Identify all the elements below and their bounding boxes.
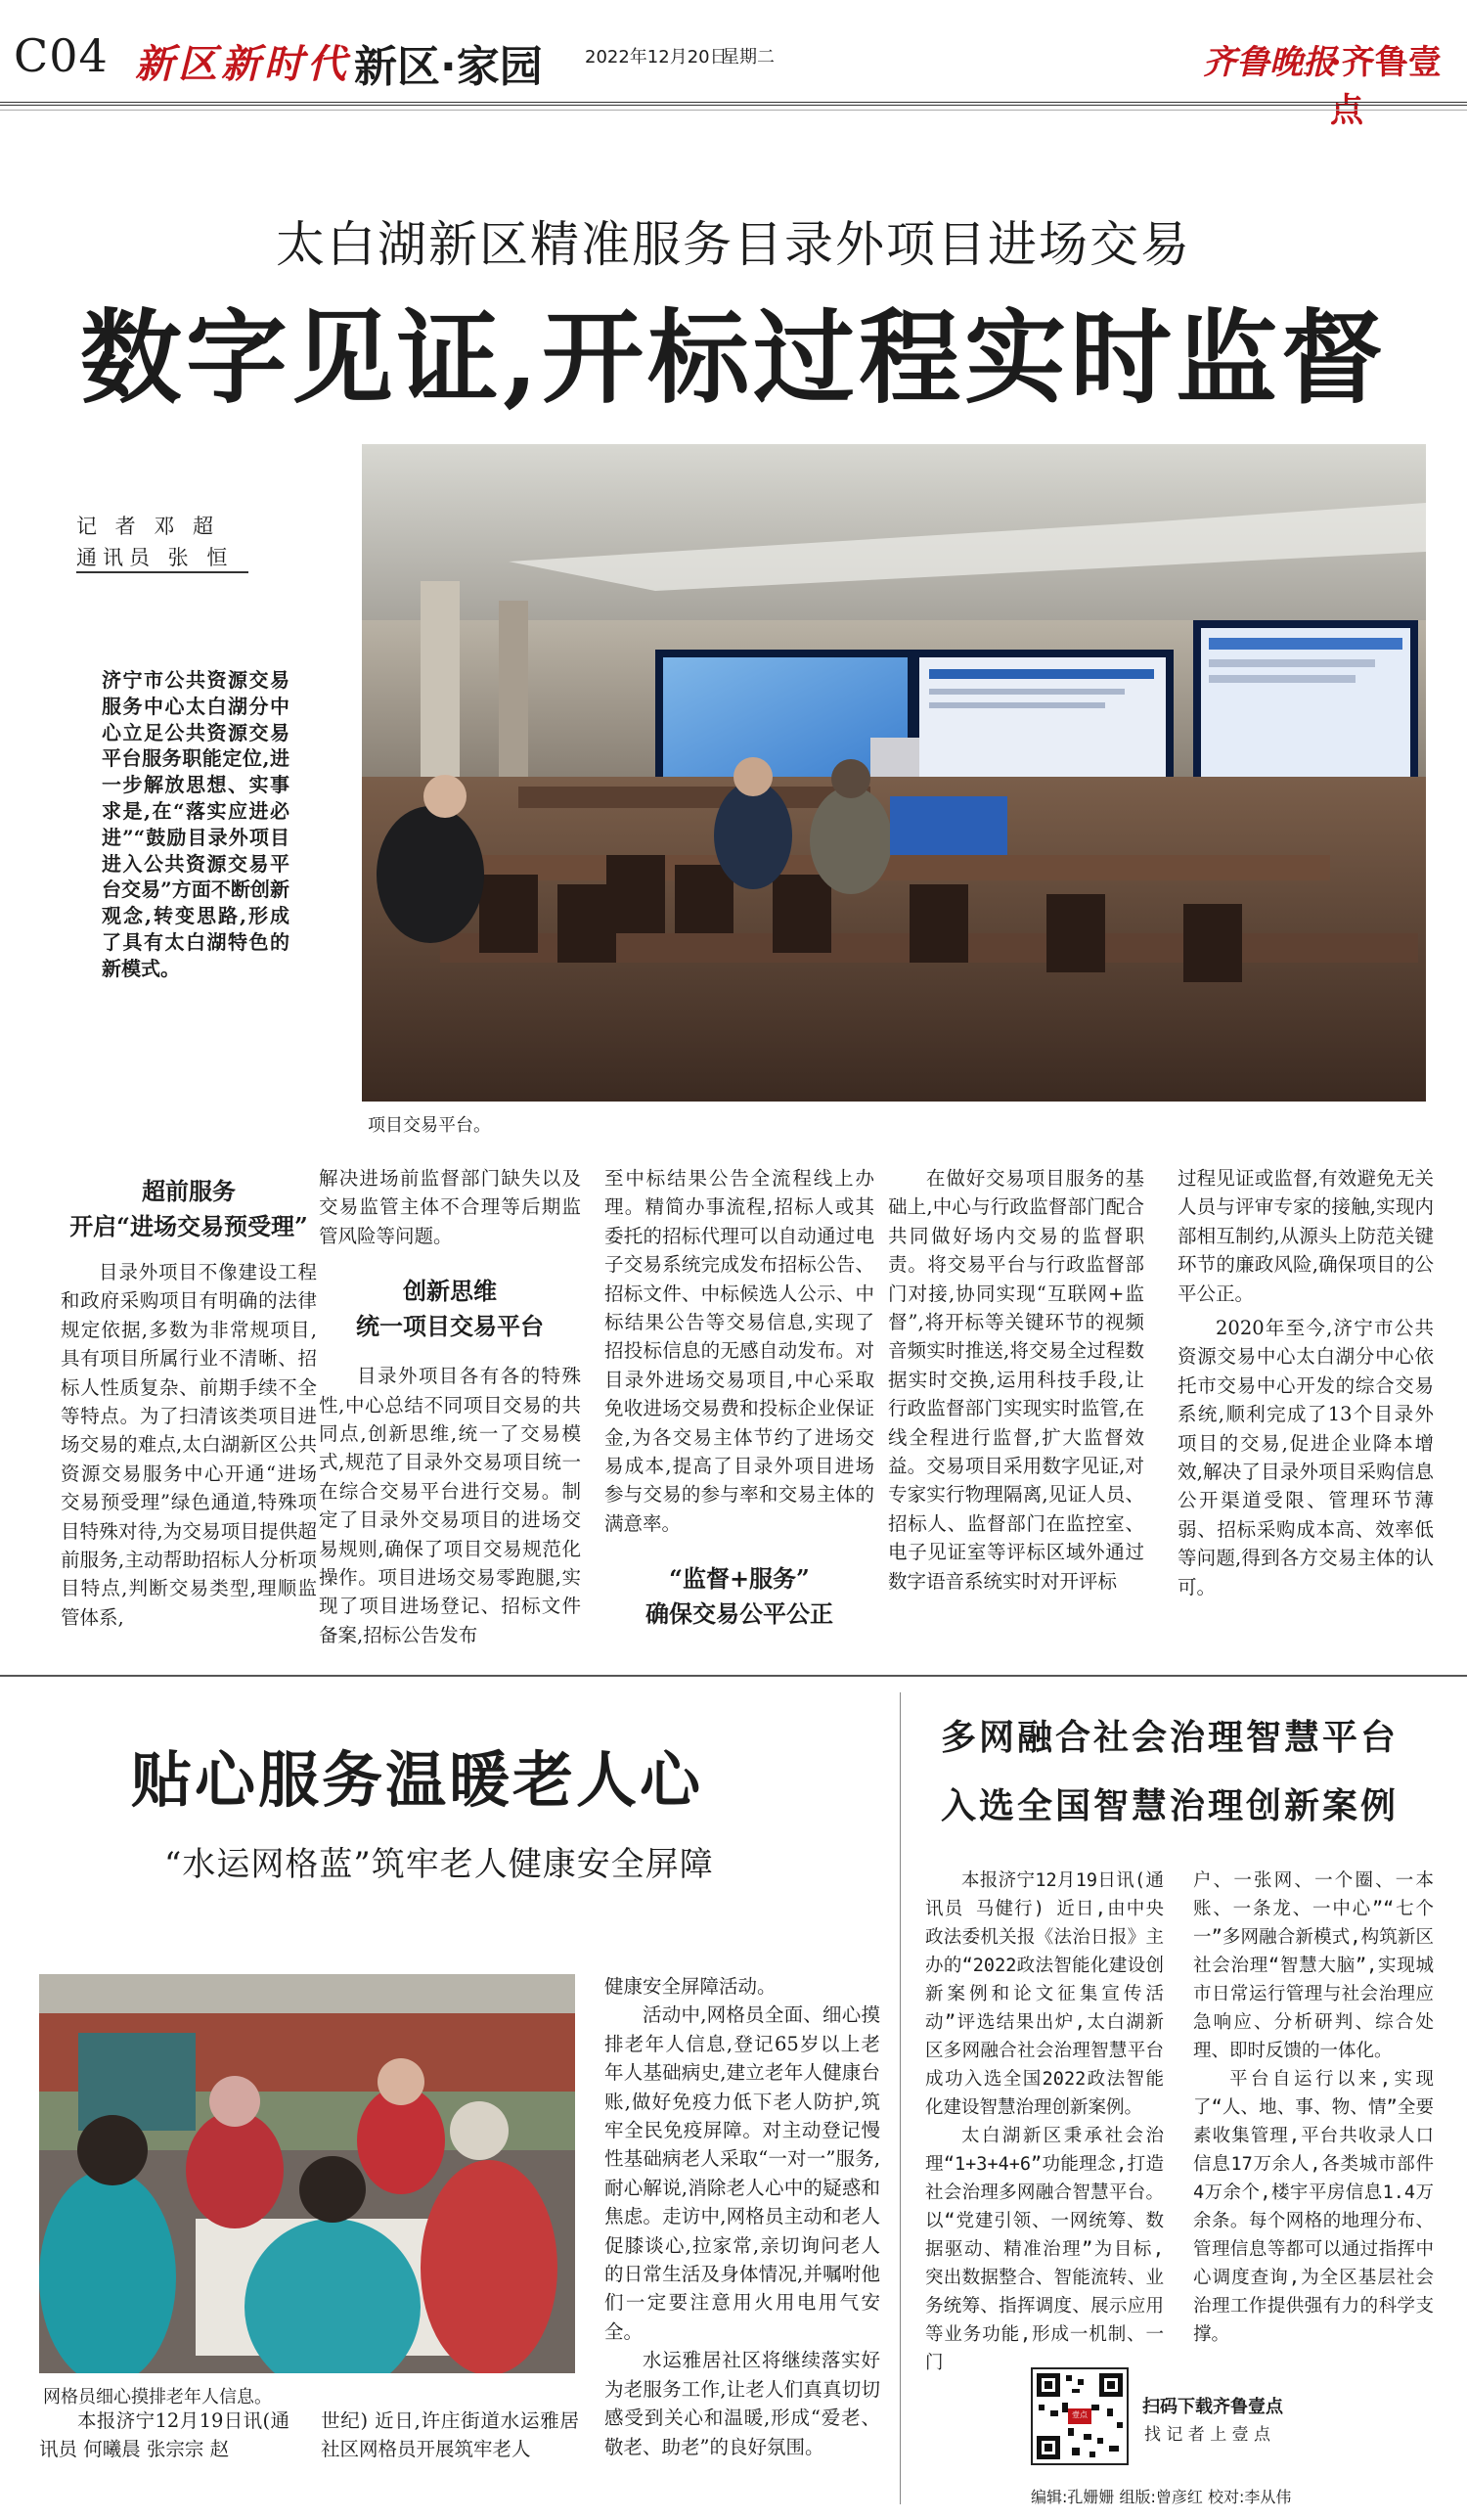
article1-kicker: 太白湖新区精准服务目录外项目进场交易	[276, 216, 1191, 273]
paper-name: 新区新时代	[135, 41, 350, 87]
page-number: C04	[14, 29, 109, 82]
article2-paragraph-1: 活动中,网格员全面、细心摸排老年人信息,登记65岁以上老年人基础病史,建立老年人健康台账,做好免疫力低下老人防护,筑牢全民免疫屏障。对主动登记慢性基础病老人采取“一对一”服务,耐心解说,消除老人心中的疑惑和焦虑。走访中,网格员主动和老人促膝谈心,拉家常,亲切询问老人的日常生活及身体情况,并嘱咐他们一定要注意用火用电用气安全。	[604, 2003, 880, 2343]
trading-platform-photo	[362, 444, 1426, 1102]
issue-weekday: 星期二	[722, 47, 775, 68]
section3-title-line1: “监督+服务”	[669, 1564, 810, 1594]
article2-dateline-text: 本报济宁12月19日讯(通讯员 何曦晨 张宗宗 赵	[39, 2409, 289, 2461]
masthead-rule	[0, 102, 1467, 106]
scan-download-text: 扫码下载齐鲁壹点	[1142, 2397, 1283, 2417]
article2-dateline	[39, 2407, 289, 2464]
byline-correspondent: 通讯员 张 恒	[76, 546, 234, 569]
section2-title-line2: 统一项目交易平台	[356, 1312, 544, 1341]
qr-center-label: 壹点	[1072, 2410, 1088, 2419]
section-name: 新区·家园	[354, 42, 543, 92]
section1-body	[61, 1258, 317, 1632]
article3-column2	[1193, 1867, 1434, 2349]
article2-title: 贴心服务温暖老人心	[131, 1744, 704, 1816]
article2-subtitle: “水运网格蓝”筑牢老人健康安全屏障	[164, 1845, 714, 1884]
article2-body	[604, 1972, 880, 2461]
article3-column1	[925, 1867, 1164, 2377]
section2-column-cont	[604, 1164, 874, 1632]
article3-title-line1: 多网融合社会治理智慧平台	[941, 1717, 1400, 1758]
article2-dateline-continuation: 世纪) 近日,许庄街道水运雅居社区网格员开展筑牢老人	[321, 2409, 579, 2461]
section2-title-line1: 创新思维	[403, 1277, 497, 1306]
byline-rule	[76, 571, 248, 573]
article2-body-continuation: 健康安全屏障活动。	[604, 1975, 777, 1998]
section2-paragraph: 目录外项目各有各的特殊性,中心总结不同项目交易的共同点,创新思维,统一了交易模式,规范了目录外交易项目统一在综合交易平台进行交易。制定了目录外交易项目的进场交易规则,确保了项目交易规范化操作。项目进场交易零跑腿,实现了项目进场登记、招标文件备案,招标公告发布	[319, 1365, 581, 1646]
column-divider	[900, 1692, 901, 2504]
section1-title-line2: 开启“进场交易预受理”	[69, 1212, 308, 1240]
section3-column	[888, 1164, 1144, 1596]
article1-lead: 济宁市公共资源交易服务中心太白湖分中心立足公共资源交易平台服务职能定位,进一步解放思想、实事求是,在“落实应进必进”“鼓励目录外项目进入公共资源交易平台交易”方面不断创新观念,转变思路,形成了具有太白湖特色的新模式。	[102, 668, 289, 980]
article-divider	[0, 1675, 1467, 1677]
closing-paragraph: 2020年至今,济宁市公共资源交易中心太白湖分中心依托市交易中心开发的综合交易系统,顺利完成了13个目录外项目的交易,促进企业降本增效,解决了目录外项目采购信息公开渠道受限、管理环节薄弱、招标采购成本高、效率低等问题,得到各方交易主体的认可。	[1178, 1317, 1434, 1598]
byline-reporter: 记 者 邓 超	[76, 515, 220, 538]
article3-col1-paragraph1: 本报济宁12月19日讯(通讯员 马健行) 近日,由中央政法委机关报《法治日报》主办的“2022政法智能化建设创新案例和论文征集宣传活动”评选结果出炉,太白湖新区多网融合社会治理智慧平台成功入选全国2022政法智能化建设智慧治理创新案例。	[925, 1870, 1164, 2118]
editor-credits: 编辑:孔姗姗 组版:曾彦红 校对:李从伟	[1031, 2488, 1292, 2506]
article3-col2-continuation: 户、一张网、一个圈、一本账、一条龙、一中心”“七个一”多网融合新模式,构筑新区社会治理“智慧大脑”,实现城市日常运行管理与社会治理应急响应、分析研判、综合处理、即时反馈的一体化。	[1193, 1870, 1434, 2061]
article2-dateline-cont	[321, 2407, 579, 2464]
section1-heading	[61, 1174, 317, 1244]
section3-paragraph: 在做好交易项目服务的基础上,中心与行政监督部门配合共同做好场内交易的监督职责。将交易平台与行政监督部门对接,协同实现“互联网+监督”,将开标等关键环节的视频音频实时推送,将交易全过程数据实时交换,运用科技手段,让行政监督部门实现实时监管,在线全程进行监督,扩大监督效益。交易项目采用数字见证,对专家实行物理隔离,见证人员、招标人、监督部门在监控室、电子见证室等评标区域外通过数字语音系统实时对开评标	[888, 1167, 1144, 1593]
section2-continuation: 至中标结果公告全流程线上办理。精简办事流程,招标人或其委托的招标代理可以自动通过电子交易系统完成发布招标公告、招标文件、中标候选人公示、中标结果公告等交易信息,实现了招投标信息的无感自动发布。对目录外进场交易项目,中心采取免收进场交易费和投标企业保证金,为各交易主体节约了进场交易成本,提高了目录外项目进场参与交易的参与率和交易主体的满意率。	[604, 1167, 874, 1535]
section3-heading	[604, 1561, 874, 1632]
trading-room-illustration	[362, 444, 1426, 1102]
article3-title-line2: 入选全国智慧治理创新案例	[941, 1785, 1400, 1826]
article3-col1-paragraph2: 太白湖新区秉承社会治理“1+3+4+6”功能理念,打造社会治理多网融合智慧平台。以“党建引领、一网统筹、数据驱动、精准治理”为目标,突出数据整合、智能流转、业务统筹、指挥调度、展示应用等业务功能,形成一机制、一门	[925, 2126, 1164, 2373]
section3-continuation: 过程见证或监督,有效避免无关人员与评审专家的接触,实现内部相互制约,从源头上防范关键环节的廉政风险,确保项目的公平公正。	[1178, 1167, 1434, 1305]
article3-col2-paragraph2: 平台自运行以来,实现了“人、地、事、物、情”全要素收集管理,平台共收录人口信息17万余人,各类城市部件4万余个,楼宇平房信息1.4万余条。每个网格的地理分布、管理信息等都可以通过指挥中心调度查询,为全区基层社会治理工作提供强有力的科学支撑。	[1193, 2069, 1434, 2345]
grid-worker-photo	[39, 1974, 575, 2373]
brand-logo-left: 齐鲁晚报	[1203, 43, 1336, 82]
section3-title-line2: 确保交易公平公正	[645, 1599, 833, 1629]
section2-heading	[319, 1274, 581, 1344]
scan-find-reporter-text: 找 记 者 上 壹 点	[1144, 2425, 1271, 2445]
article1-photo-caption: 项目交易平台。	[368, 1115, 491, 1136]
article2-paragraph-2: 水运雅居社区将继续落实好为老服务工作,让老人们真真切切感受到关心和温暖,形成“爱老、敬老、助老”的良好氛围。	[604, 2349, 880, 2458]
article1-headline: 数字见证,开标过程实时监督	[79, 297, 1388, 418]
article2-photo-caption: 网格员细心摸排老年人信息。	[43, 2387, 272, 2408]
section3-column-cont	[1178, 1164, 1434, 1601]
grid-worker-illustration	[39, 1974, 575, 2373]
qr-code[interactable]	[1031, 2367, 1129, 2465]
article1-byline	[76, 511, 233, 573]
issue-date: 2022年12月20日	[585, 47, 728, 68]
masthead-rule-thin	[0, 110, 1467, 111]
section1-title-line1: 超前服务	[142, 1177, 236, 1205]
section2-column	[319, 1164, 581, 1649]
section1-paragraph: 目录外项目不像建设工程和政府采购项目有明确的法律规定依据,多数为非常规项目,具有项目所属行业不清晰、招标人性质复杂、前期手续不全等特点。为了扫清该类项目进场交易的难点,太白湖新区公共资源交易服务中心开通“进场交易预受理”绿色通道,特殊项目特殊对待,为交易项目提供超前服务,主动帮助招标人分析项目特点,判断交易类型,理顺监管体系,	[61, 1261, 317, 1629]
brand-logo-right: ·齐鲁壹点	[1330, 43, 1442, 130]
section1-continuation: 解决进场前监督部门缺失以及交易监管主体不合理等后期监管风险等问题。	[319, 1167, 581, 1247]
